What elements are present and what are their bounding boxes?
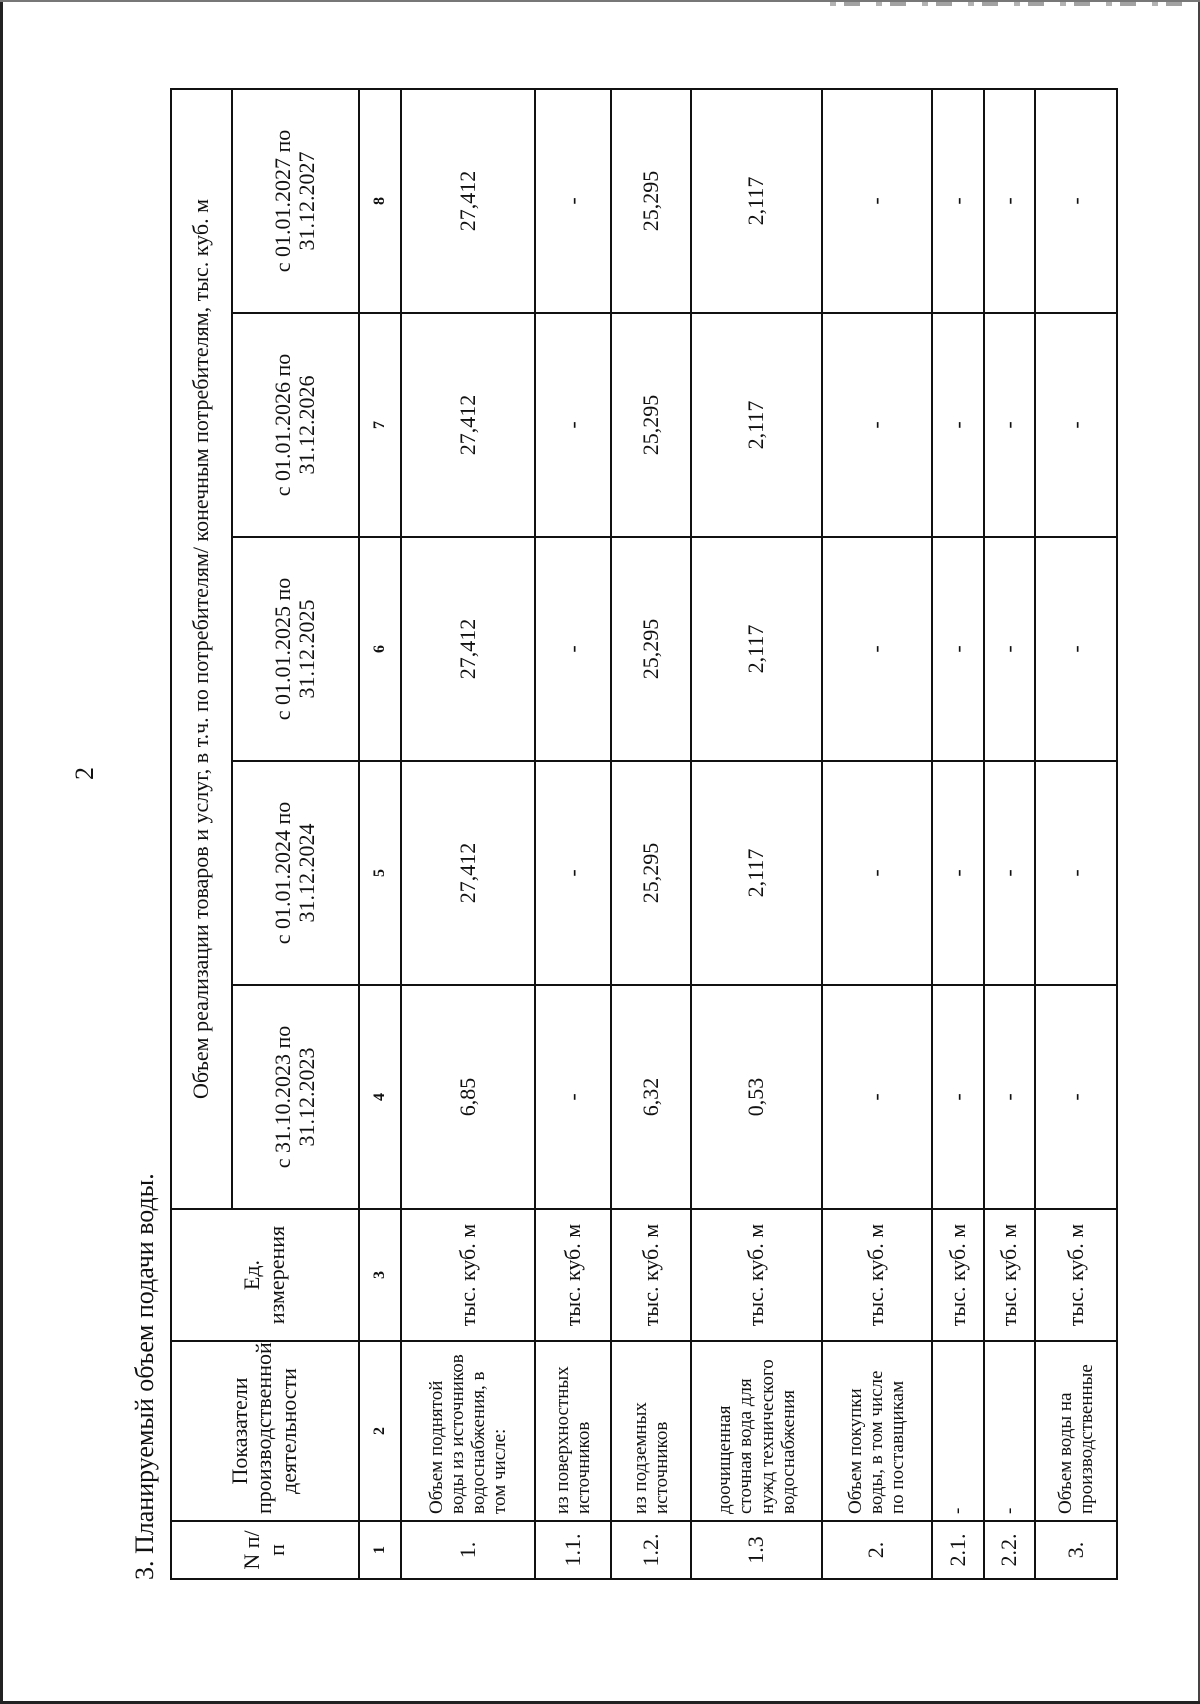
row-value: 2,117 (691, 761, 822, 985)
row-value: - (1035, 761, 1117, 985)
table-row (1035, 89, 1117, 1579)
row-indicator: из подземных источников (611, 1341, 691, 1521)
table-row (535, 89, 611, 1579)
table-row (401, 89, 536, 1579)
row-number: 2.1. (932, 1521, 985, 1579)
table-row (691, 89, 822, 1579)
column-number: 4 (359, 985, 401, 1209)
rotated-page-content (70, 80, 1130, 1580)
row-value: 2,117 (691, 313, 822, 537)
row-value: 6,32 (611, 985, 691, 1209)
row-indicator: - (932, 1341, 985, 1521)
row-number: 1.2. (611, 1521, 691, 1579)
row-value: - (535, 537, 611, 761)
column-number: 7 (359, 313, 401, 537)
row-number: 1.3 (691, 1521, 822, 1579)
row-value: - (984, 985, 1035, 1209)
page-number: 2 (70, 767, 99, 780)
row-value: - (984, 89, 1035, 313)
water-volume-table (170, 88, 1118, 1580)
column-numbers-row (359, 89, 401, 1579)
row-unit: тыс. куб. м (691, 1209, 822, 1341)
header-period: с 01.01.2024 по 31.12.2024 (232, 761, 358, 985)
row-unit: тыс. куб. м (535, 1209, 611, 1341)
header-period: с 01.01.2025 по 31.12.2025 (232, 537, 358, 761)
row-value: - (535, 89, 611, 313)
row-value: 0,53 (691, 985, 822, 1209)
row-value: 25,295 (611, 89, 691, 313)
column-number: 2 (359, 1341, 401, 1521)
header-period: с 01.01.2027 по 31.12.2027 (232, 89, 358, 313)
row-indicator: Объем покупки воды, в том числе по поставщикам (822, 1341, 932, 1521)
scan-border-left (0, 0, 3, 1704)
row-value: - (932, 313, 985, 537)
row-value: 2,117 (691, 89, 822, 313)
row-value: 6,85 (401, 985, 536, 1209)
row-value: 25,295 (611, 537, 691, 761)
row-value: - (984, 761, 1035, 985)
row-value: - (822, 537, 932, 761)
table-row (611, 89, 691, 1579)
row-unit: тыс. куб. м (984, 1209, 1035, 1341)
row-number: 3. (1035, 1521, 1117, 1579)
row-value: 25,295 (611, 761, 691, 985)
row-indicator: доочищенная сточная вода для нужд технического водоснабжения (691, 1341, 822, 1521)
table-row (932, 89, 985, 1579)
row-value: - (535, 985, 611, 1209)
row-value: - (822, 313, 932, 537)
row-unit: тыс. куб. м (932, 1209, 985, 1341)
row-value: - (984, 313, 1035, 537)
row-value: - (932, 761, 985, 985)
row-unit: тыс. куб. м (1035, 1209, 1117, 1341)
row-indicator: Объем воды на производственные (1035, 1341, 1117, 1521)
row-value: - (1035, 89, 1117, 313)
row-value: 27,412 (401, 761, 536, 985)
row-indicator: - (984, 1341, 1035, 1521)
table-row (822, 89, 932, 1579)
row-value: - (535, 313, 611, 537)
row-value: - (932, 985, 985, 1209)
row-value: 27,412 (401, 89, 536, 313)
row-value: - (932, 537, 985, 761)
row-number: 2.2. (984, 1521, 1035, 1579)
header-unit: Ед. измерения (171, 1209, 359, 1341)
row-value: 25,295 (611, 313, 691, 537)
row-value: - (822, 89, 932, 313)
row-indicator: Объем поднятой воды из источников водоснабжения, в том числе: (401, 1341, 536, 1521)
section-title: 3. Планируемый объем подачи воды. (130, 1173, 159, 1580)
header-n: N п/п (171, 1521, 359, 1579)
row-value: 2,117 (691, 537, 822, 761)
column-number: 3 (359, 1209, 401, 1341)
header-indicator: Показатели производственной деятельности (171, 1341, 359, 1521)
row-value: - (984, 537, 1035, 761)
row-value: - (1035, 313, 1117, 537)
row-value: 27,412 (401, 537, 536, 761)
header-row-group (171, 89, 232, 1579)
row-unit: тыс. куб. м (822, 1209, 932, 1341)
row-value: - (1035, 985, 1117, 1209)
row-number: 1. (401, 1521, 536, 1579)
header-group-title: Объем реализации товаров и услуг, в т.ч. по потребителям/ конечным потребителям, тыс. куб. м (171, 89, 232, 1209)
scan-noise (830, 2, 1190, 6)
header-period: с 31.10.2023 по 31.12.2023 (232, 985, 358, 1209)
row-value: - (822, 761, 932, 985)
column-number: 5 (359, 761, 401, 985)
table-row (984, 89, 1035, 1579)
header-period: с 01.01.2026 по 31.12.2026 (232, 313, 358, 537)
row-value: - (822, 985, 932, 1209)
row-unit: тыс. куб. м (611, 1209, 691, 1341)
row-value: 27,412 (401, 313, 536, 537)
row-unit: тыс. куб. м (401, 1209, 536, 1341)
column-number: 1 (359, 1521, 401, 1579)
row-value: - (535, 761, 611, 985)
row-value: - (1035, 537, 1117, 761)
column-number: 8 (359, 89, 401, 313)
row-number: 2. (822, 1521, 932, 1579)
column-number: 6 (359, 537, 401, 761)
row-value: - (932, 89, 985, 313)
row-number: 1.1. (535, 1521, 611, 1579)
row-indicator: из поверхностных источников (535, 1341, 611, 1521)
